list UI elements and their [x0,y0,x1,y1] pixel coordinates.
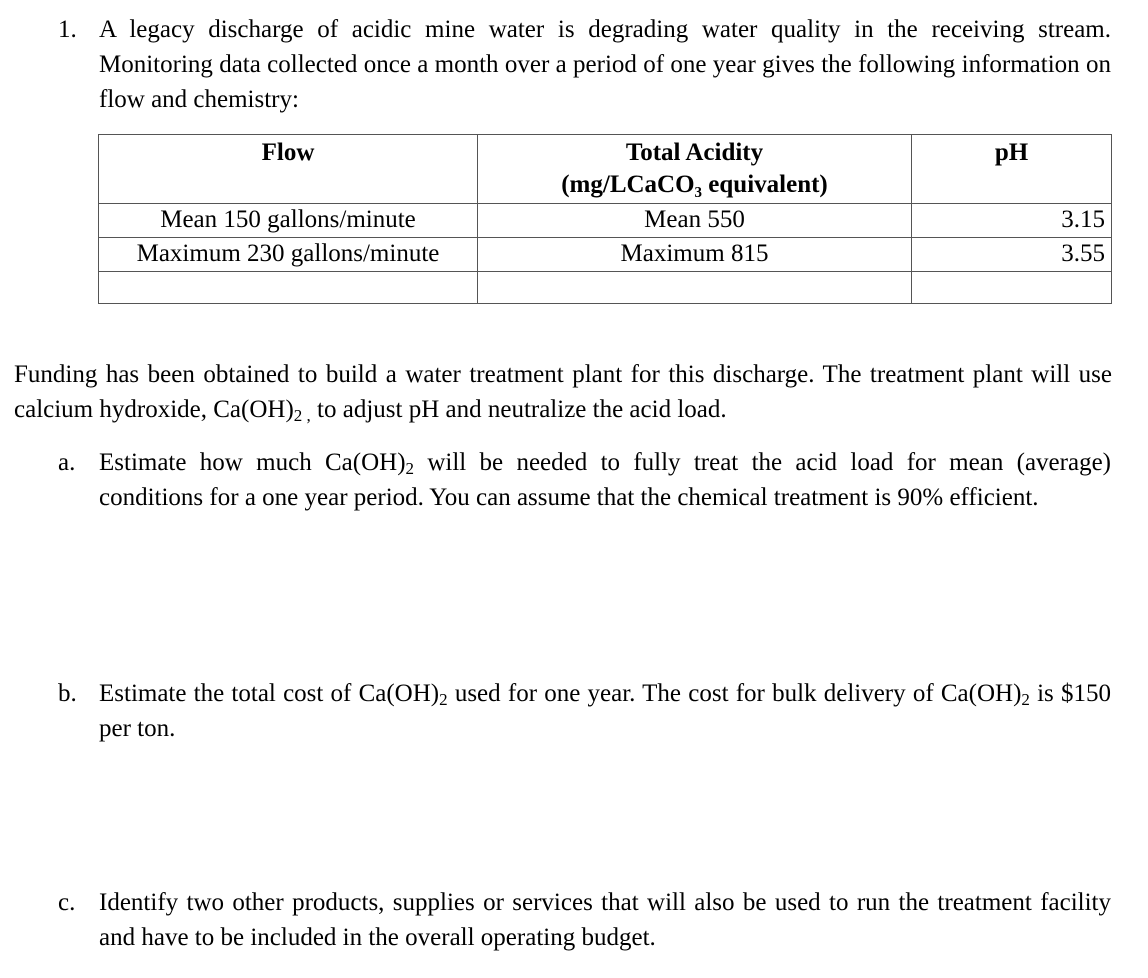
header-flow: Flow [99,135,478,204]
part-b-text [99,676,1111,746]
part-c-text: Identify two other products, supplies or services that will also be used to run the treatment facility and have to be included in the overall operating budget. [99,889,1111,951]
part-a-label: a. [58,449,76,476]
cell-flow: Maximum 230 gallons/minute [99,238,478,272]
funding-paragraph [14,357,1112,427]
funding-text-before: Funding has been obtained to build a water treatment plant for this discharge. The treatment plant will use calcium hydroxide, Ca(OH) [14,361,1112,423]
part-b-text-1: Estimate the total cost of Ca(OH) [99,680,440,707]
table-row-empty [99,272,1112,304]
header-ph: pH [912,135,1112,204]
table-header-row [99,135,1112,204]
funding-text-after: to adjust pH and neutralize the acid load. [310,396,727,423]
part-c-label: c. [58,889,76,916]
monitoring-data-table [98,134,1112,304]
funding-subscript: 2 , [293,406,311,425]
question-number: 1. [58,16,77,43]
cell-ph [912,272,1112,304]
part-b-text-2: used for one year. The cost for bulk delivery of Ca(OH) [447,680,1022,707]
cell-flow: Mean 150 gallons/minute [99,204,478,238]
part-a-text-after: will be needed to fully treat the acid load for mean (average) conditions for a one year period. You can assume that the chemical treatment is 90% efficient. [99,449,1111,511]
table-row [99,238,1112,272]
cell-acidity: Mean 550 [478,204,912,238]
table-row [99,204,1112,238]
header-acidity-line2: (mg/LCaCO₃ equivalent) [561,171,828,198]
part-a-text-before: Estimate how much Ca(OH) [99,449,406,476]
cell-acidity [478,272,912,304]
cell-ph: 3.15 [912,204,1112,238]
cell-ph: 3.55 [912,238,1112,272]
part-b-sub-1: 2 [439,690,448,709]
part-a-text [99,445,1111,515]
cell-acidity: Maximum 815 [478,238,912,272]
part-a-subscript: 2 [405,459,415,478]
part-b-text-3: is $150 per ton. [99,680,1111,742]
part-b-label: b. [58,680,77,707]
part-b-sub-2: 2 [1021,690,1030,709]
question-text: A legacy discharge of acidic mine water is degrading water quality in the receiving stream. Monitoring data collected once a month over a period of one year gives the following information on flow and chemistry: [99,16,1111,113]
header-total-acidity [478,135,912,204]
header-acidity-line1: Total Acidity [625,139,764,166]
cell-flow [99,272,478,304]
